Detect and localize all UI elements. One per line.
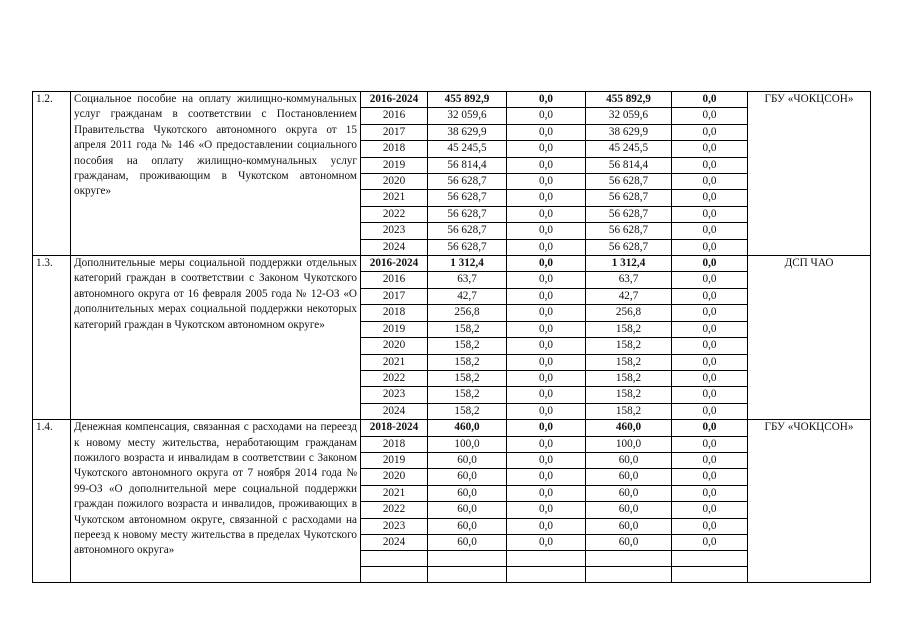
total-amount-cell: 38 629,9 bbox=[428, 124, 507, 140]
other-amount-cell: 0,0 bbox=[672, 370, 748, 386]
total-amount-cell: 158,2 bbox=[428, 338, 507, 354]
total-amount-cell: 100,0 bbox=[428, 436, 507, 452]
regional-amount-cell: 158,2 bbox=[586, 403, 672, 419]
section-number: 1.3. bbox=[33, 256, 71, 420]
regional-amount-cell: 56 628,7 bbox=[586, 190, 672, 206]
empty-cell bbox=[361, 567, 428, 583]
federal-amount-cell: 0,0 bbox=[507, 223, 586, 239]
federal-amount-cell: 0,0 bbox=[507, 452, 586, 468]
other-amount-cell: 0,0 bbox=[672, 190, 748, 206]
regional-amount-cell: 60,0 bbox=[586, 502, 672, 518]
regional-amount-cell: 158,2 bbox=[586, 338, 672, 354]
other-amount-cell: 0,0 bbox=[672, 223, 748, 239]
total-amount-cell: 60,0 bbox=[428, 502, 507, 518]
other-amount-cell: 0,0 bbox=[672, 157, 748, 173]
regional-amount-cell: 158,2 bbox=[586, 387, 672, 403]
regional-amount-cell: 60,0 bbox=[586, 469, 672, 485]
other-amount-cell: 0,0 bbox=[672, 305, 748, 321]
section-description: Дополнительные меры социальной поддержки отдельных категорий граждан в соответствии с Законом Чукотского автономного округа от 16 февраля 2005 года № 12-ОЗ «О дополнительных мерах социальной поддержки некоторых категорий граждан в Чукотском автономном округе» bbox=[71, 256, 361, 420]
federal-amount-cell: 0,0 bbox=[507, 92, 586, 108]
regional-amount-cell: 100,0 bbox=[586, 436, 672, 452]
section-total-row bbox=[33, 92, 871, 108]
table-body bbox=[33, 92, 871, 583]
other-amount-cell: 0,0 bbox=[672, 518, 748, 534]
empty-cell bbox=[428, 567, 507, 583]
other-amount-cell: 0,0 bbox=[672, 256, 748, 272]
section-description: Социальное пособие на оплату жилищно-коммунальных услуг гражданам в соответствии с Постановлением Правительства Чукотского автономного округа от 15 апреля 2011 года № 146 «О предоставлении социального пособия на оплату жилищно-коммунальных услуг гражданам, проживающим в Чукотском автономном округе» bbox=[71, 92, 361, 256]
empty-cell bbox=[586, 567, 672, 583]
total-amount-cell: 56 628,7 bbox=[428, 206, 507, 222]
total-amount-cell: 56 628,7 bbox=[428, 190, 507, 206]
period-cell: 2023 bbox=[361, 223, 428, 239]
period-cell: 2022 bbox=[361, 206, 428, 222]
regional-amount-cell: 60,0 bbox=[586, 534, 672, 550]
total-amount-cell: 455 892,9 bbox=[428, 92, 507, 108]
empty-cell bbox=[361, 551, 428, 567]
other-amount-cell: 0,0 bbox=[672, 436, 748, 452]
section-number: 1.4. bbox=[33, 420, 71, 583]
total-amount-cell: 158,2 bbox=[428, 387, 507, 403]
other-amount-cell: 0,0 bbox=[672, 108, 748, 124]
federal-amount-cell: 0,0 bbox=[507, 174, 586, 190]
other-amount-cell: 0,0 bbox=[672, 485, 748, 501]
total-amount-cell: 460,0 bbox=[428, 420, 507, 436]
period-cell: 2021 bbox=[361, 354, 428, 370]
period-cell: 2022 bbox=[361, 370, 428, 386]
period-cell: 2023 bbox=[361, 387, 428, 403]
period-cell: 2017 bbox=[361, 288, 428, 304]
regional-amount-cell: 38 629,9 bbox=[586, 124, 672, 140]
section-description: Денежная компенсация, связанная с расходами на переезд к новому месту жительства, неработающим гражданам пожилого возраста и инвалидам в соответствии с Законом Чукотского автономного округа от 7 ноября 2014 года № 99-ОЗ «О дополнительной мере социальной поддержки граждан пожилого возраста и инвалидов, проживающих в Чукотском автономном округе, связанной с расходами на переезд к новому месту жительства в пределах Чукотского автономного округа» bbox=[71, 420, 361, 583]
section-total-row bbox=[33, 420, 871, 436]
federal-amount-cell: 0,0 bbox=[507, 338, 586, 354]
regional-amount-cell: 32 059,6 bbox=[586, 108, 672, 124]
federal-amount-cell: 0,0 bbox=[507, 370, 586, 386]
period-cell: 2019 bbox=[361, 157, 428, 173]
total-amount-cell: 256,8 bbox=[428, 305, 507, 321]
total-amount-cell: 60,0 bbox=[428, 485, 507, 501]
federal-amount-cell: 0,0 bbox=[507, 485, 586, 501]
regional-amount-cell: 56 628,7 bbox=[586, 206, 672, 222]
period-cell: 2024 bbox=[361, 403, 428, 419]
regional-amount-cell: 60,0 bbox=[586, 485, 672, 501]
period-cell: 2016-2024 bbox=[361, 92, 428, 108]
responsible-organization: ДСП ЧАО bbox=[748, 256, 871, 420]
federal-amount-cell: 0,0 bbox=[507, 420, 586, 436]
period-cell: 2016-2024 bbox=[361, 256, 428, 272]
total-amount-cell: 42,7 bbox=[428, 288, 507, 304]
federal-amount-cell: 0,0 bbox=[507, 469, 586, 485]
total-amount-cell: 158,2 bbox=[428, 370, 507, 386]
period-cell: 2021 bbox=[361, 485, 428, 501]
other-amount-cell: 0,0 bbox=[672, 206, 748, 222]
responsible-organization: ГБУ «ЧОКЦСОН» bbox=[748, 92, 871, 256]
other-amount-cell: 0,0 bbox=[672, 174, 748, 190]
other-amount-cell: 0,0 bbox=[672, 321, 748, 337]
period-cell: 2016 bbox=[361, 272, 428, 288]
federal-amount-cell: 0,0 bbox=[507, 157, 586, 173]
federal-amount-cell: 0,0 bbox=[507, 272, 586, 288]
regional-amount-cell: 158,2 bbox=[586, 354, 672, 370]
empty-cell bbox=[672, 551, 748, 567]
federal-amount-cell: 0,0 bbox=[507, 321, 586, 337]
total-amount-cell: 158,2 bbox=[428, 403, 507, 419]
other-amount-cell: 0,0 bbox=[672, 452, 748, 468]
period-cell: 2019 bbox=[361, 452, 428, 468]
other-amount-cell: 0,0 bbox=[672, 403, 748, 419]
federal-amount-cell: 0,0 bbox=[507, 141, 586, 157]
regional-amount-cell: 42,7 bbox=[586, 288, 672, 304]
other-amount-cell: 0,0 bbox=[672, 239, 748, 255]
other-amount-cell: 0,0 bbox=[672, 354, 748, 370]
federal-amount-cell: 0,0 bbox=[507, 436, 586, 452]
regional-amount-cell: 455 892,9 bbox=[586, 92, 672, 108]
total-amount-cell: 60,0 bbox=[428, 518, 507, 534]
other-amount-cell: 0,0 bbox=[672, 502, 748, 518]
other-amount-cell: 0,0 bbox=[672, 387, 748, 403]
total-amount-cell: 45 245,5 bbox=[428, 141, 507, 157]
total-amount-cell: 158,2 bbox=[428, 354, 507, 370]
empty-cell bbox=[672, 567, 748, 583]
regional-amount-cell: 56 814,4 bbox=[586, 157, 672, 173]
total-amount-cell: 56 628,7 bbox=[428, 223, 507, 239]
regional-amount-cell: 45 245,5 bbox=[586, 141, 672, 157]
federal-amount-cell: 0,0 bbox=[507, 403, 586, 419]
federal-amount-cell: 0,0 bbox=[507, 288, 586, 304]
regional-amount-cell: 256,8 bbox=[586, 305, 672, 321]
federal-amount-cell: 0,0 bbox=[507, 190, 586, 206]
regional-amount-cell: 56 628,7 bbox=[586, 223, 672, 239]
federal-amount-cell: 0,0 bbox=[507, 256, 586, 272]
other-amount-cell: 0,0 bbox=[672, 141, 748, 157]
regional-amount-cell: 460,0 bbox=[586, 420, 672, 436]
period-cell: 2022 bbox=[361, 502, 428, 518]
period-cell: 2018 bbox=[361, 436, 428, 452]
period-cell: 2017 bbox=[361, 124, 428, 140]
section-number: 1.2. bbox=[33, 92, 71, 256]
period-cell: 2020 bbox=[361, 338, 428, 354]
regional-amount-cell: 63,7 bbox=[586, 272, 672, 288]
section-total-row bbox=[33, 256, 871, 272]
total-amount-cell: 32 059,6 bbox=[428, 108, 507, 124]
total-amount-cell: 56 628,7 bbox=[428, 174, 507, 190]
federal-amount-cell: 0,0 bbox=[507, 206, 586, 222]
total-amount-cell: 56 628,7 bbox=[428, 239, 507, 255]
regional-amount-cell: 56 628,7 bbox=[586, 239, 672, 255]
total-amount-cell: 158,2 bbox=[428, 321, 507, 337]
regional-amount-cell: 60,0 bbox=[586, 518, 672, 534]
other-amount-cell: 0,0 bbox=[672, 534, 748, 550]
period-cell: 2023 bbox=[361, 518, 428, 534]
regional-amount-cell: 158,2 bbox=[586, 321, 672, 337]
regional-amount-cell: 60,0 bbox=[586, 452, 672, 468]
total-amount-cell: 60,0 bbox=[428, 534, 507, 550]
total-amount-cell: 1 312,4 bbox=[428, 256, 507, 272]
empty-cell bbox=[507, 551, 586, 567]
other-amount-cell: 0,0 bbox=[672, 469, 748, 485]
period-cell: 2020 bbox=[361, 469, 428, 485]
other-amount-cell: 0,0 bbox=[672, 288, 748, 304]
period-cell: 2018 bbox=[361, 141, 428, 157]
federal-amount-cell: 0,0 bbox=[507, 305, 586, 321]
responsible-organization: ГБУ «ЧОКЦСОН» bbox=[748, 420, 871, 583]
period-cell: 2024 bbox=[361, 239, 428, 255]
total-amount-cell: 60,0 bbox=[428, 469, 507, 485]
federal-amount-cell: 0,0 bbox=[507, 239, 586, 255]
empty-cell bbox=[507, 567, 586, 583]
empty-cell bbox=[428, 551, 507, 567]
period-cell: 2021 bbox=[361, 190, 428, 206]
federal-amount-cell: 0,0 bbox=[507, 108, 586, 124]
other-amount-cell: 0,0 bbox=[672, 124, 748, 140]
regional-amount-cell: 158,2 bbox=[586, 370, 672, 386]
other-amount-cell: 0,0 bbox=[672, 338, 748, 354]
regional-amount-cell: 1 312,4 bbox=[586, 256, 672, 272]
federal-amount-cell: 0,0 bbox=[507, 534, 586, 550]
period-cell: 2018-2024 bbox=[361, 420, 428, 436]
federal-amount-cell: 0,0 bbox=[507, 354, 586, 370]
other-amount-cell: 0,0 bbox=[672, 92, 748, 108]
federal-amount-cell: 0,0 bbox=[507, 387, 586, 403]
regional-amount-cell: 56 628,7 bbox=[586, 174, 672, 190]
federal-amount-cell: 0,0 bbox=[507, 124, 586, 140]
other-amount-cell: 0,0 bbox=[672, 272, 748, 288]
total-amount-cell: 63,7 bbox=[428, 272, 507, 288]
federal-amount-cell: 0,0 bbox=[507, 518, 586, 534]
federal-amount-cell: 0,0 bbox=[507, 502, 586, 518]
other-amount-cell: 0,0 bbox=[672, 420, 748, 436]
period-cell: 2024 bbox=[361, 534, 428, 550]
total-amount-cell: 56 814,4 bbox=[428, 157, 507, 173]
empty-cell bbox=[586, 551, 672, 567]
total-amount-cell: 60,0 bbox=[428, 452, 507, 468]
program-table bbox=[32, 91, 871, 583]
period-cell: 2020 bbox=[361, 174, 428, 190]
period-cell: 2019 bbox=[361, 321, 428, 337]
period-cell: 2016 bbox=[361, 108, 428, 124]
period-cell: 2018 bbox=[361, 305, 428, 321]
